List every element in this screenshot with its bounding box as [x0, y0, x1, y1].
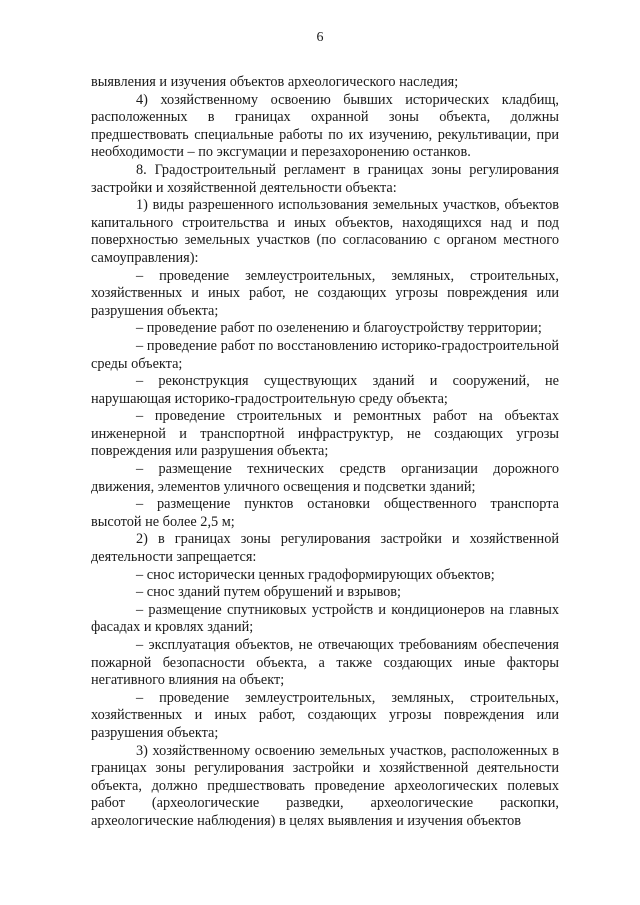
paragraph: 1) виды разрешенного использования земельных участков, объектов капитального строительства и иных объектов, находящихся над и под поверхностью земельных участков (по согласованию с органом местного самоуправления): — [91, 197, 559, 266]
paragraph: – размещение технических средств организации дорожного движения, элементов уличного освещения и подсветки зданий; — [91, 461, 559, 495]
paragraph: 4) хозяйственному освоению бывших исторических кладбищ, расположенных в границах охранной зоны объекта, должны предшествовать специальные работы по их изучению, рекультивации, при необходимости – по эксгумации и перезахоронению останков. — [91, 91, 559, 161]
paragraph: – реконструкция существующих зданий и сооружений, не нарушающая историко-градостроительную среду объекта; — [91, 373, 559, 407]
paragraph: – размещение пунктов остановки общественного транспорта высотой не более 2,5 м; — [91, 496, 559, 530]
paragraph: 8. Градостроительный регламент в границах зоны регулирования застройки и хозяйственной деятельности объекта: — [91, 161, 559, 196]
paragraph: – снос зданий путем обрушений и взрывов; — [136, 584, 402, 601]
paragraph: – эксплуатация объектов, не отвечающих требованиям обеспечения пожарной безопасности объекта, а также создающих иные факторы негативного влияния на объект; — [91, 637, 559, 689]
paragraph: – проведение строительных и ремонтных работ на объектах инженерной и транспортной инфраструктур, не создающих угрозы повреждения или разрушения объекта; — [91, 408, 559, 460]
paragraph: – проведение работ по восстановлению историко-градостроительной среды объекта; — [91, 337, 559, 372]
paragraph: – размещение спутниковых устройств и кондиционеров на главных фасадах и кровлях зданий; — [91, 601, 559, 636]
paragraph: – проведение землеустроительных, земляных, строительных, хозяйственных и иных работ, не создающих угрозы повреждения или разрушения объекта; — [91, 267, 559, 319]
paragraph: – снос исторически ценных градоформирующих объектов; — [136, 566, 495, 583]
paragraph: выявления и изучения объектов археологического наследия; — [91, 74, 459, 90]
paragraph: – проведение работ по озеленению и благоустройству территории; — [136, 320, 542, 337]
paragraph: 2) в границах зоны регулирования застройки и хозяйственной деятельности запрещается: — [91, 531, 559, 566]
paragraph: 3) хозяйственному освоению земельных участков, расположенных в границах зоны регулирования застройки и хозяйственной деятельности объекта, должно предшествовать проведение археологических полевых работ (археологические разведки, археологические раскопки, археологические наблюдения) в целях выявления и изучения объектов — [91, 742, 559, 829]
document-body — [91, 74, 559, 831]
page-number: 6 — [316, 30, 324, 45]
paragraph: – проведение землеустроительных, земляных, строительных, хозяйственных и иных работ, создающих угрозы повреждения или разрушения объекта; — [91, 689, 559, 741]
